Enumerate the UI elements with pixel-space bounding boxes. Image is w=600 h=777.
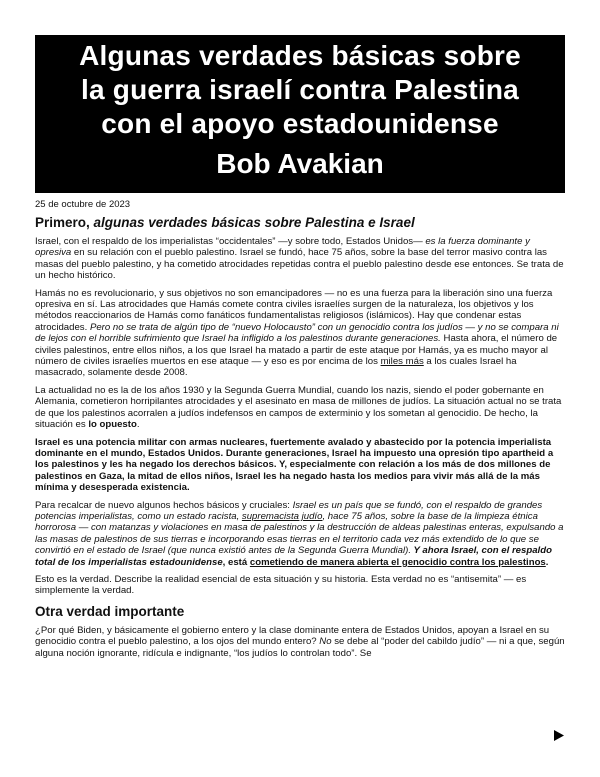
text-run: Israel, con el respaldo de los imperialistas “occidentales” —y sobre todo, Estados Unidos— [35, 236, 426, 247]
title-banner [35, 35, 565, 193]
paragraph-2 [35, 288, 567, 379]
text-run: Hasta ahora, el número de civiles palestinos, entre ellos niños, a los que Israel ha matado a partir de este ataque por Hamás, ya es mucho mayor al número de civiles israelíes muertos en ese ataque — y eso es por encima de los [35, 333, 558, 368]
text-run-italic: No [319, 636, 332, 648]
right-triangle-arrow-icon[interactable] [554, 730, 564, 744]
text-run-bold: lo opuesto [88, 419, 137, 431]
section-heading-primero [35, 214, 567, 231]
text-run: La actualidad no es la de los años 1930 y la Segunda Guerra Mundial, cuando los nazis, siendo el poder gobernante en Alemania, cometieron horripilantes atrocidades y el asesinato en masa de millones de judíos. La situación actual no se trata de que los palestinos acorralen a judíos indefensos en campos de exterminio y los sometan al genocidio. De hecho, la situación es [35, 384, 562, 431]
text-run: Hamás no es revolucionario, y sus objetivos no son emancipadores — no es una fuerza para la liberación sino una fuerza opresiva en sí. Las atrocidades que Hamás comete contra civiles israelíes surgen de la naturaleza, los objetivos y los métodos reaccionarios de Hamás como fanáticos fundamentalistas religiosos (islámicos). Hay que condenar estas atrocidades. [35, 287, 553, 333]
title-line-2: la guerra israelí contra Palestina [81, 74, 519, 105]
text-run: ¿Por qué Biden, y básicamente el gobierno entero y la clase dominante entera de Estados Unidos, apoyan a Israel en su genocidio contra el pueblo palestino, a los ojos del mundo entero? [35, 624, 550, 648]
paragraph-4: Israel es una potencia militar con armas nucleares, fuertemente avalado y abastecido por la potencia imperialista dominante en el mundo, Estados Unidos. Durante generaciones, Israel ha impuesto una opresión tipo apartheid a los palestinos y les ha negado los derechos básicos. Y, especialmente con relación a los más de dos millones de palestinos en Gaza, la mitad de ellos niños, Israel les ha negado hasta los medios para vivir más allá de la más mínima y desesperada existencia. [35, 436, 554, 494]
text-run-bold: , está [222, 556, 250, 568]
publication-date: 25 de octubre de 2023 [35, 199, 131, 210]
text-run-bold-underline: cometiendo de manera abierta el genocidio contra los palestinos [249, 556, 546, 568]
text-run-italic: Israel es un país que se fundó, con el respaldo de grandes potencias imperialistas, como un estado racista, [35, 499, 543, 522]
article-body [35, 199, 567, 665]
text-run-italic: Pero no se trata de algún tipo de “nuevo Holocausto” con un genocidio contra los judíos — y no se compara ni de lejos con el horrible sufrimiento que Israel ha infligido a los palestinos durante generaciones. [35, 321, 559, 345]
text-run-bold: . [545, 556, 549, 568]
text-run-italic: es la fuerza dominante y opresiva [35, 236, 530, 259]
author-name: Bob Avakian [216, 148, 384, 179]
text-run: en su relación con el pueblo palestino. Israel se fundó, hace 75 años, sobre la base del terror masivo contra las masas del pueblo palestino, y ha cometido atrocidades repetidas contra el pueblo palestino desde ese entonces. Se trata de un hecho histórico. [35, 247, 564, 282]
heading-plain: Primero, [35, 215, 94, 230]
paragraph-1 [35, 236, 567, 282]
paragraph-3 [35, 385, 567, 431]
text-run-italic: , hace 75 años, sobre la base de la limpieza étnica horrorosa — con matanzas y violaciones en masa de palestinos y la destrucción de aldeas palestinas enteras, expulsando a las masas de palestinos de sus tierras e incorporando esas tierras en el territorio cada vez más extendido de lo que se convirtió en el estado de Israel (que nunca existió antes de la Segunda Guerra Mundial). [35, 510, 564, 557]
text-run: se debe al “poder del cabildo judío” — ni a que, según alguna noción ignorante, ridícula e indignante, “los judíos lo controlan todo”. Se [35, 636, 565, 659]
link-supremacista-judio[interactable]: supremacista judío [241, 510, 323, 522]
paragraph-7 [35, 625, 567, 659]
text-run: . [136, 419, 140, 431]
text-run-bold-italic: Y ahora Israel, con el respaldo total de los imperialistas estadounidense [35, 545, 552, 568]
paragraph-6: Esto es la verdad. Describe la realidad esencial de esta situación y su historia. Esta verdad no es “antisemita” — es simplemente la verdad. [35, 573, 527, 597]
title-line-1: Algunas verdades básicas sobre [79, 40, 521, 71]
text-run: Para recalcar de nuevo algunos hechos básicos y cruciales: [35, 499, 293, 511]
text-run: a los cuales Israel ha masacrado, solamente desde 2008. [35, 356, 517, 379]
heading-italic: algunas verdades básicas sobre Palestina e Israel [93, 215, 415, 230]
title-line-3: con el apoyo estadounidense [101, 108, 499, 139]
section-heading-otra-verdad: Otra verdad importante [35, 603, 185, 619]
paragraph-5 [35, 500, 567, 568]
link-miles-mas[interactable]: miles más [380, 356, 424, 368]
